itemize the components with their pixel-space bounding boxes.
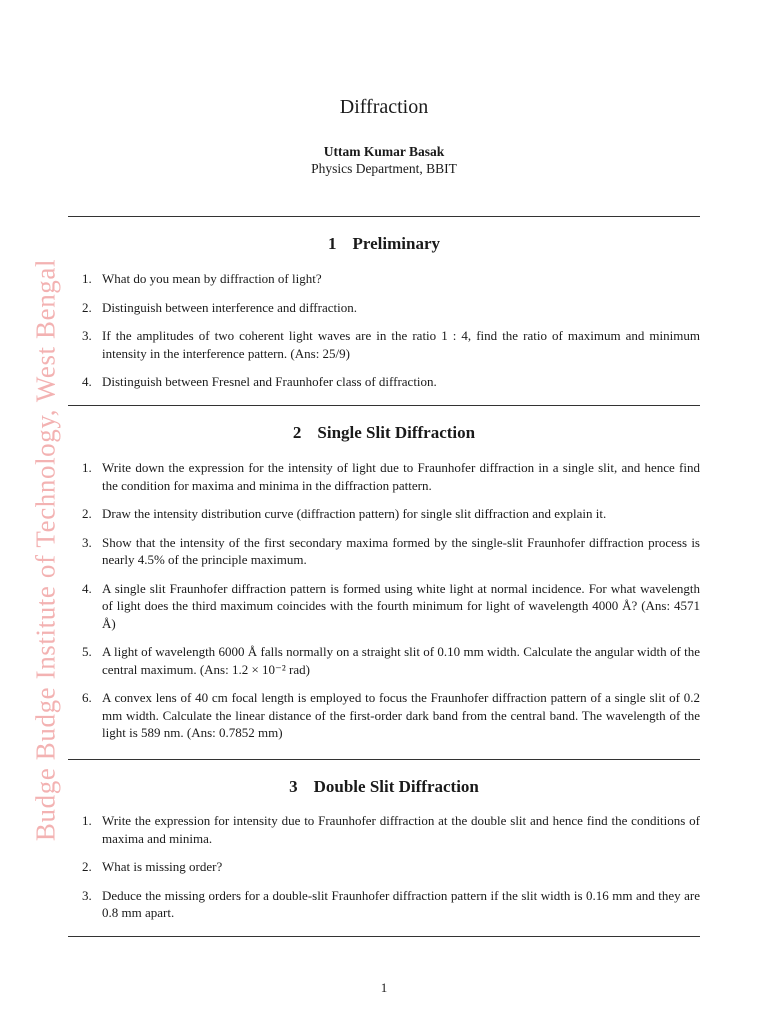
- author-affiliation: Physics Department, BBIT: [311, 161, 457, 176]
- document-title: Diffraction: [339, 96, 429, 118]
- section-divider: [68, 936, 700, 937]
- question-text: Write the expression for intensity due to Fraunhofer diffraction at the double slit and hence find the conditions of maxima and minima.: [102, 813, 700, 846]
- question-text: Draw the intensity distribution curve (diffraction pattern) for single slit diffraction and explain it.: [102, 506, 607, 521]
- watermark-text: Budge Budge Institute of Technology, West Bengal: [30, 258, 61, 842]
- section-number: 3: [289, 777, 298, 796]
- question-item: 4. A single slit Fraunhofer diffraction pattern is formed using white light at normal incidence. For what wavelength of light does the third maximum coincides with the fourth minimum for light of wavelength 4000 Å? (Ans: 4571 Å): [82, 580, 700, 631]
- question-item: 3. If the amplitudes of two coherent light waves are in the ratio 1 : 4, find the ratio of maximum and minimum intensity in the interference pattern. (Ans: 25/9): [82, 328, 700, 361]
- question-item: 2. What is missing order?: [82, 859, 223, 874]
- section-divider: [68, 405, 700, 406]
- question-item: 1. What do you mean by diffraction of light?: [82, 271, 322, 286]
- question-item: 1. Write down the expression for the intensity of light due to Fraunhofer diffraction in a single slit, and hence find the condition for maxima and minima in the diffraction pattern.: [82, 460, 700, 493]
- section-number: 1: [328, 234, 337, 253]
- author-name: Uttam Kumar Basak: [323, 144, 445, 159]
- question-text: A convex lens of 40 cm focal length is employed to focus the Fraunhofer diffraction pattern of a single slit of 0.2 mm width. Calculate the linear distance of the first-order dark band from the central band. The wavelength of the light is 589 nm. (Ans: 0.7852 mm): [102, 690, 700, 740]
- section-title: Double Slit Diffraction: [313, 777, 479, 796]
- section-divider: [68, 759, 700, 760]
- section-divider: [68, 216, 700, 217]
- section-heading-preliminary: [68, 234, 700, 254]
- section-title: Preliminary: [352, 234, 440, 253]
- question-item: 5. A light of wavelength 6000 Å falls normally on a straight slit of 0.10 mm width. Calculate the angular width of the central maximum. (Ans: 1.2 × 10⁻² rad): [82, 644, 700, 677]
- question-text: Distinguish between interference and diffraction.: [102, 299, 357, 315]
- section-heading-double-slit: [68, 777, 700, 797]
- question-item: 2. Draw the intensity distribution curve (diffraction pattern) for single slit diffraction and explain it.: [82, 506, 607, 521]
- question-item: 1. Write the expression for intensity due to Fraunhofer diffraction at the double slit and hence find the conditions of maxima and minima.: [82, 813, 700, 846]
- question-text: Write down the expression for the intensity of light due to Fraunhofer diffraction in a single slit, and hence find the condition for maxima and minima in the diffraction pattern.: [102, 460, 700, 493]
- question-text: Deduce the missing orders for a double-slit Fraunhofer diffraction pattern if the slit width is 0.16 mm and they are 0.8 mm apart.: [102, 887, 700, 920]
- section-title: Single Slit Diffraction: [317, 423, 476, 442]
- page-number: 1: [380, 980, 388, 995]
- question-text: What is missing order?: [102, 859, 223, 874]
- question-text: Distinguish between Fresnel and Fraunhofer class of diffraction.: [102, 374, 437, 389]
- question-list-preliminary: [68, 270, 700, 402]
- question-text: Show that the intensity of the first secondary maxima formed by the single-slit Fraunhofer diffraction process is nearly 4.5% of the principle maximum.: [102, 534, 700, 567]
- question-text: What do you mean by diffraction of light?: [102, 271, 322, 286]
- question-text: A single slit Fraunhofer diffraction pattern is formed using white light at normal incidence. For what wavelength of light does the third maximum coincides with the fourth minimum for light of wavelength 4000 Å? (Ans: 4571 Å): [102, 580, 700, 631]
- question-item: 3. Deduce the missing orders for a double-slit Fraunhofer diffraction pattern if the slit width is 0.16 mm and they are 0.8 mm apart.: [82, 887, 700, 920]
- question-list-single-slit: [68, 459, 700, 753]
- section-number: 2: [292, 423, 302, 442]
- question-item: 2. Distinguish between interference and diffraction.: [82, 299, 357, 315]
- section-heading-single-slit: [68, 423, 700, 443]
- question-item: 3. Show that the intensity of the first secondary maxima formed by the single-slit Fraunhofer diffraction process is nearly 4.5% of the principle maximum.: [82, 534, 700, 567]
- question-text: If the amplitudes of two coherent light waves are in the ratio 1 : 4, find the ratio of maximum and minimum intensity in the interference pattern. (Ans: 25/9): [102, 328, 700, 361]
- question-item: 6. A convex lens of 40 cm focal length is employed to focus the Fraunhofer diffraction pattern of a single slit of 0.2 mm width. Calculate the linear distance of the first-order dark band from the central band. The wavelength of the light is 589 nm. (Ans: 0.7852 mm): [82, 690, 700, 740]
- question-text: A light of wavelength 6000 Å falls normally on a straight slit of 0.10 mm width. Calculate the angular width of the central maximum. (Ans: 1.2 × 10⁻² rad): [102, 644, 700, 677]
- question-list-double-slit: [68, 812, 700, 933]
- question-item: 4. Distinguish between Fresnel and Fraunhofer class of diffraction.: [82, 374, 437, 389]
